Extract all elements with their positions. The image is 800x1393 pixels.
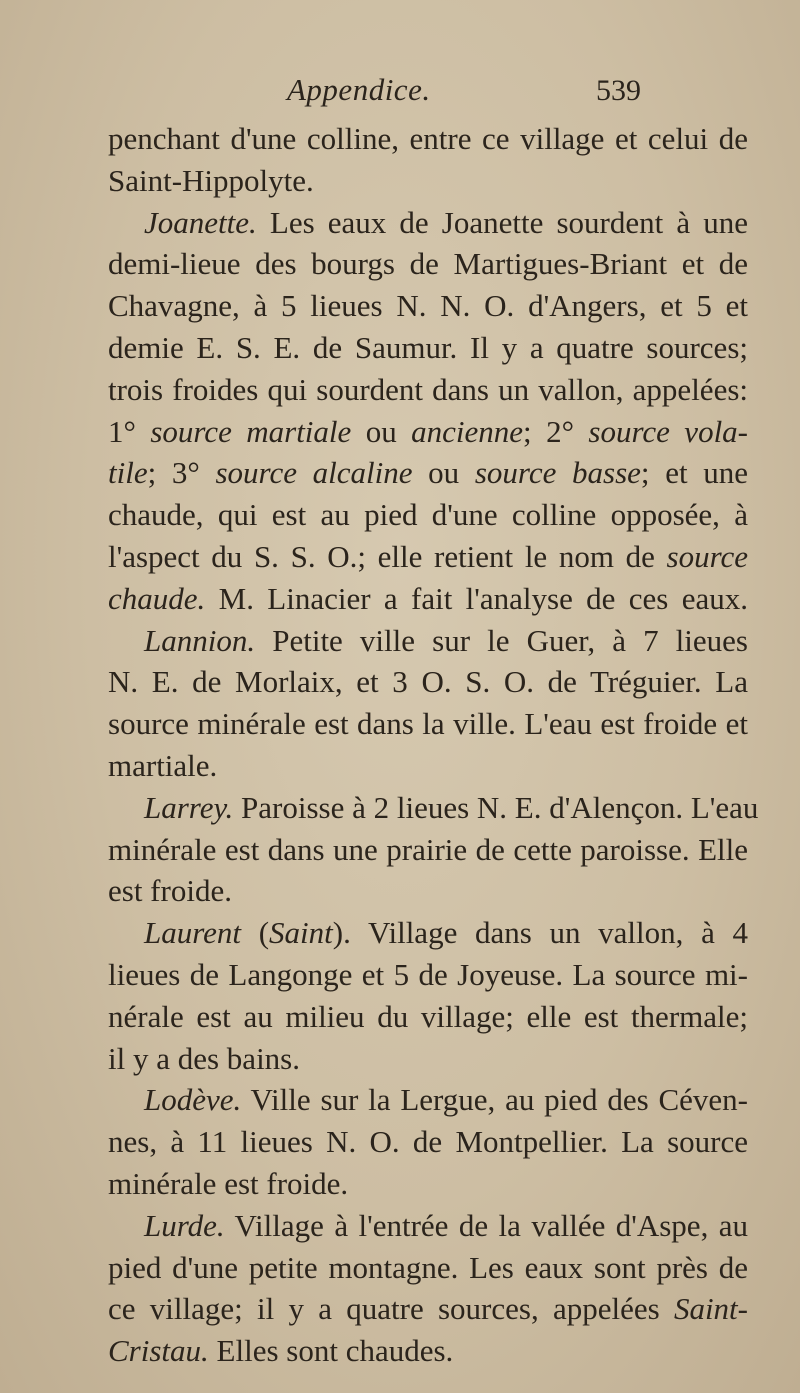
text-line <box>108 578 748 620</box>
text-segment: minérale est dans une prairie de cette paroisse. Elle <box>108 831 748 867</box>
text-segment: ; 2° <box>523 413 589 449</box>
entry-lodeve <box>108 1079 748 1121</box>
text-segment: nérale est au milieu du village; elle est thermale; <box>108 998 748 1034</box>
text-line <box>108 954 748 996</box>
text-segment: Paroisse à 2 lieues N. E. d'Alençon. L'eau <box>233 789 759 825</box>
text-segment: ou <box>351 413 412 449</box>
italic-segment: source martiale <box>150 413 352 449</box>
running-title: Appendice. <box>287 72 431 107</box>
italic-segment: Saint <box>269 915 333 951</box>
text-line <box>108 703 748 745</box>
italic-segment: source alcaline <box>215 455 413 491</box>
italic-segment: Lannion. <box>144 622 256 658</box>
page-header <box>0 72 800 112</box>
text-line <box>108 243 748 285</box>
text-segment: demie E. S. E. de Saumur. Il y a quatre sources; <box>108 329 748 365</box>
text-line <box>108 369 748 411</box>
text-segment: est froide. <box>108 873 232 909</box>
body-text <box>108 118 759 1372</box>
text-segment: ; et une <box>640 455 748 491</box>
text-segment: Village à l'entrée de la vallée d'Aspe, au <box>224 1207 748 1243</box>
text-segment: martiale. <box>108 747 218 783</box>
entry-lannion <box>108 620 748 662</box>
text-segment: demi-lieue des bourgs de Martigues-Briant et de <box>108 246 748 282</box>
text-line <box>108 745 748 787</box>
text-segment: ). Village dans un vallon, à 4 <box>332 915 748 951</box>
italic-segment: source vola- <box>588 413 749 449</box>
italic-segment: Saint- <box>673 1291 748 1327</box>
italic-segment: source basse <box>474 455 641 491</box>
italic-segment: source <box>666 538 748 574</box>
text-segment: Les eaux de Joanette sourdent à une <box>256 204 748 240</box>
italic-segment: Laurent <box>144 915 242 951</box>
italic-segment: ancienne <box>411 413 524 449</box>
text-line <box>108 1247 748 1289</box>
italic-segment: Lodève. <box>144 1082 242 1118</box>
text-line <box>108 870 748 912</box>
text-segment: source minérale est dans la ville. L'eau est froide et <box>108 706 748 742</box>
entry-laurent <box>108 912 748 954</box>
text-line <box>108 411 748 453</box>
text-segment: l'aspect du S. S. O.; elle retient le nom de <box>108 538 667 574</box>
text-segment: pied d'une petite montagne. Les eaux sont près de <box>108 1249 748 1285</box>
text-segment: ; 3° <box>147 455 216 491</box>
italic-segment: Cristau. <box>108 1333 209 1369</box>
text-segment: M. Linacier a fait l'analyse de ces eaux. <box>205 580 748 616</box>
text-segment: Ville sur la Lergue, au pied des Céven- <box>241 1082 748 1118</box>
italic-segment: chaude. <box>108 580 206 616</box>
text-segment: chaude, qui est au pied d'une colline opposée, à <box>108 497 748 533</box>
text-segment: ( <box>241 915 270 951</box>
text-line <box>108 118 748 160</box>
text-line <box>108 494 748 536</box>
entry-lurde <box>108 1205 748 1247</box>
text-segment: trois froides qui sourdent dans un vallon, appelées: <box>108 371 748 407</box>
text-segment: ce village; il y a quatre sources, appelées <box>108 1291 674 1327</box>
text-segment: nes, à 11 lieues N. O. de Montpellier. La source <box>108 1124 748 1160</box>
text-segment: Chavagne, à 5 lieues N. N. O. d'Angers, et 5 et <box>108 288 748 324</box>
text-segment: minérale est froide. <box>108 1165 349 1201</box>
text-line <box>108 1288 748 1330</box>
italic-segment: Lurde. <box>144 1207 225 1243</box>
text-line <box>108 327 748 369</box>
text-segment: penchant d'une colline, entre ce village et celui de <box>108 121 748 156</box>
text-line <box>108 452 748 494</box>
text-line <box>108 1163 748 1205</box>
text-segment: ou <box>412 455 475 491</box>
text-segment: Saint-Hippolyte. <box>108 162 314 198</box>
text-line <box>108 661 748 703</box>
text-segment: 1° <box>108 413 151 449</box>
text-line <box>108 1330 748 1372</box>
text-line <box>108 1038 748 1080</box>
italic-segment: Larrey. <box>144 789 234 825</box>
text-segment: lieues de Langonge et 5 de Joyeuse. La source mi- <box>108 956 748 992</box>
text-line <box>108 160 748 202</box>
text-line <box>108 1121 748 1163</box>
entry-joanette <box>108 202 748 244</box>
text-line <box>108 285 748 327</box>
page-number: 539 <box>596 74 641 107</box>
text-segment: Elles sont chaudes. <box>208 1333 454 1369</box>
italic-segment: Joanette. <box>144 204 257 240</box>
text-line <box>108 829 748 871</box>
text-segment: Petite ville sur le Guer, à 7 lieues <box>255 622 748 658</box>
italic-segment: tile <box>108 455 148 491</box>
text-line <box>108 536 748 578</box>
text-line <box>108 996 748 1038</box>
text-segment: il y a des bains. <box>108 1040 300 1076</box>
text-segment: N. E. de Morlaix, et 3 O. S. O. de Tréguier. La <box>108 664 748 700</box>
entry-larrey <box>108 787 759 829</box>
